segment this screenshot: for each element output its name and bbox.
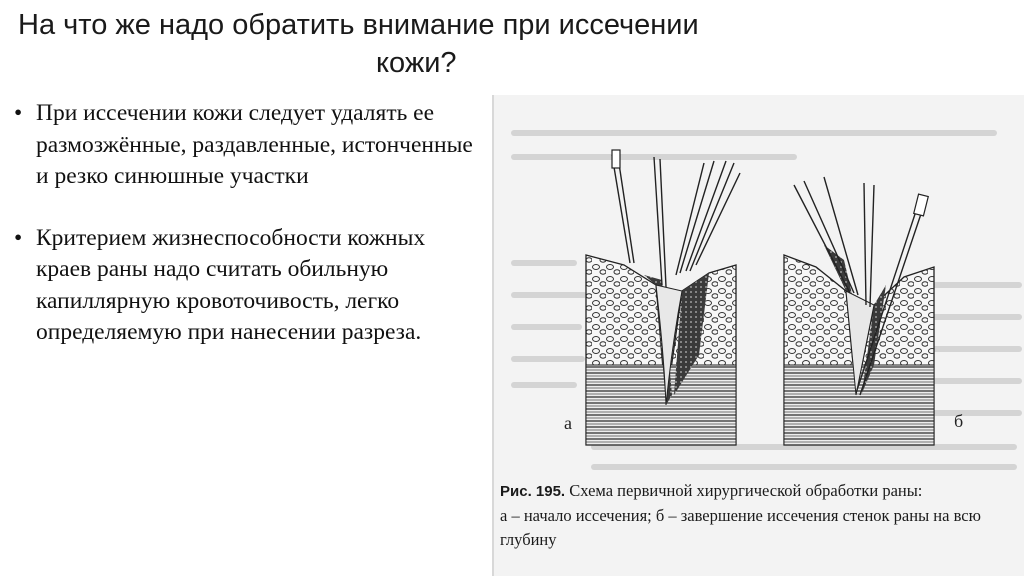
bullet-marker: • xyxy=(14,100,23,126)
surgical-figure xyxy=(492,95,1024,576)
bullet-text: Критерием жизнеспособности кожных краев раны надо считать обильную капиллярную кровоточивость, легко определяемую при нанесении разреза. xyxy=(36,224,426,345)
figure-caption xyxy=(500,479,1020,552)
panel-a-label: а xyxy=(564,413,572,433)
bullet-list xyxy=(14,98,484,349)
panel-a-diagram xyxy=(586,150,740,445)
bullet-marker: • xyxy=(14,224,23,251)
caption-figure-number: Рис. 195. xyxy=(500,483,566,500)
panel-b-label: б xyxy=(954,411,964,431)
bullet-item-viability xyxy=(14,223,484,349)
caption-description: а – начало иссечения; б – завершение иссечения стенок раны на всю глубину xyxy=(500,506,981,549)
bullet-item-excision xyxy=(14,98,484,193)
caption-title-text: Схема первичной хирургической обработки раны: xyxy=(565,481,923,500)
slide-title xyxy=(18,6,878,82)
slide-title-line1: На что же надо обратить внимание при иссечении xyxy=(18,9,699,41)
slide-title-line2: кожи? xyxy=(376,47,457,79)
bullet-text: При иссечении кожи следует удалять ее размозжённые, раздавленные, истонченные и резко синюшные участки xyxy=(36,100,473,189)
caption-title xyxy=(500,479,1020,504)
panel-b-diagram xyxy=(784,177,934,445)
